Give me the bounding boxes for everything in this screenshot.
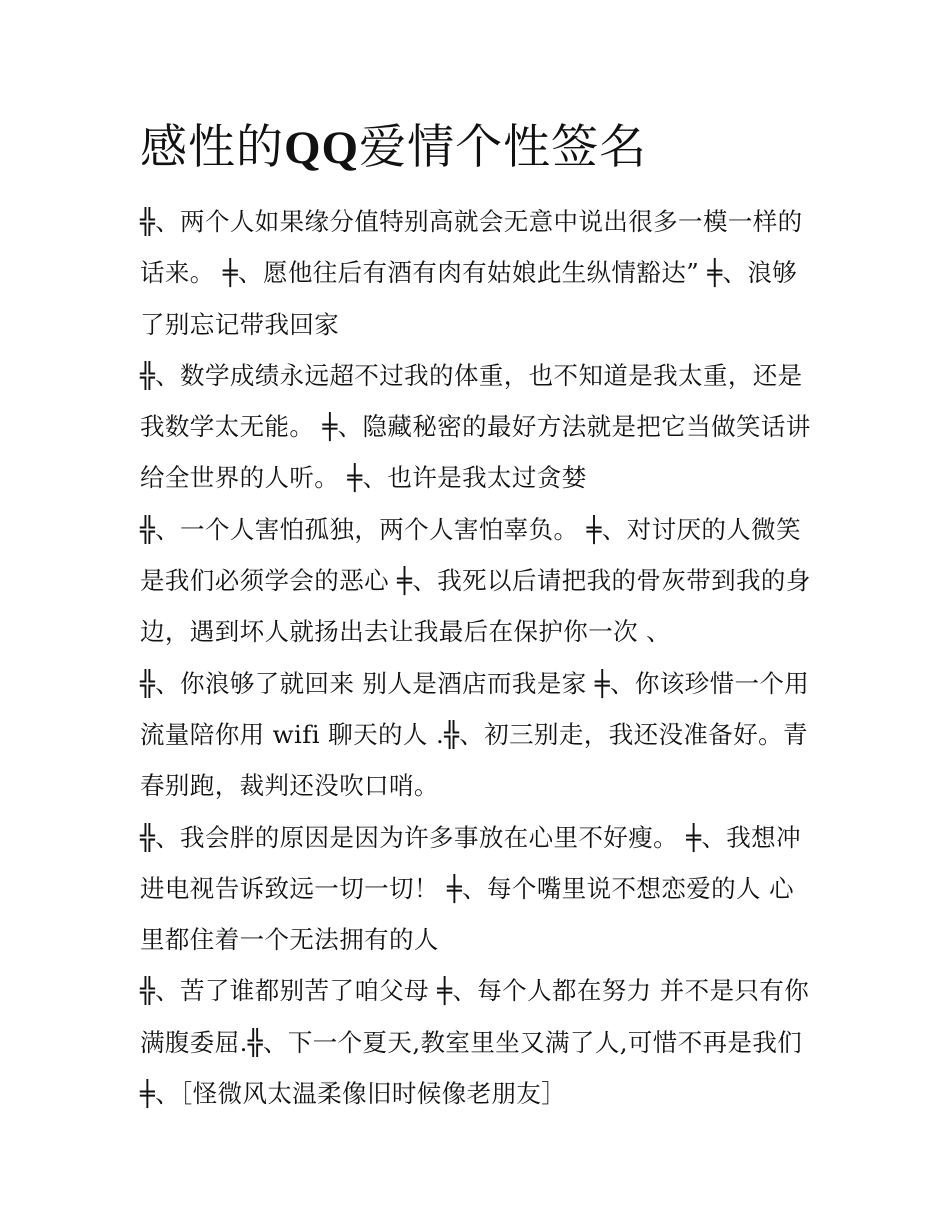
paragraph-6: ╬、苦了谁都别苦了咱父母 ╪、每个人都在努力 并不是只有你满腹委屈.╬、下一个夏天,教室里坐又满了人,可惜不再是我们 ╪、［怪微风太温柔像旧时候像老朋友］ [140,976,810,1109]
document-body [140,196,812,1119]
paragraph-3: ╬、一个人害怕孤独，两个人害怕辜负。 ╪、对讨厌的人微笑是我们必须学会的恶心 ╪、我死以后请把我的骨灰带到我的身边，遇到坏人就扬出去让我最后在保护你一次 、 [140,514,811,647]
title-suffix: 爱情个性签名 [359,120,648,175]
title-qq: QQ [284,122,360,174]
title-prefix: 感性的 [140,120,284,175]
paragraph-5: ╬、我会胖的原因是因为许多事放在心里不好瘦。 ╪、我想冲进电视告诉致远一切一切！ ╪、每个嘴里说不想恋爱的人 心里都住着一个无法拥有的人 [140,822,801,955]
paragraph-1: ╬、两个人如果缘分值特别高就会无意中说出很多一模一样的话来。 ╪、愿他往后有酒有肉有姑娘此生纵情豁达” ╪、浪够了别忘记带我回家 [140,207,803,339]
paragraph-4: ╬、你浪够了就回来 别人是酒店而我是家 ╪、你该珍惜一个用流量陪你用 wifi 聊天的人 .╬、初三别走，我还没准备好。青春别跑，裁判还没吹口哨。 [140,668,810,801]
page-title [140,112,820,184]
paragraph-2: ╬、数学成绩永远超不过我的体重，也不知道是我太重，还是我数学太无能。 ╪、隐藏秘密的最好方法就是把它当做笑话讲给全世界的人听。 ╪、也许是我太过贪婪 [140,360,811,493]
